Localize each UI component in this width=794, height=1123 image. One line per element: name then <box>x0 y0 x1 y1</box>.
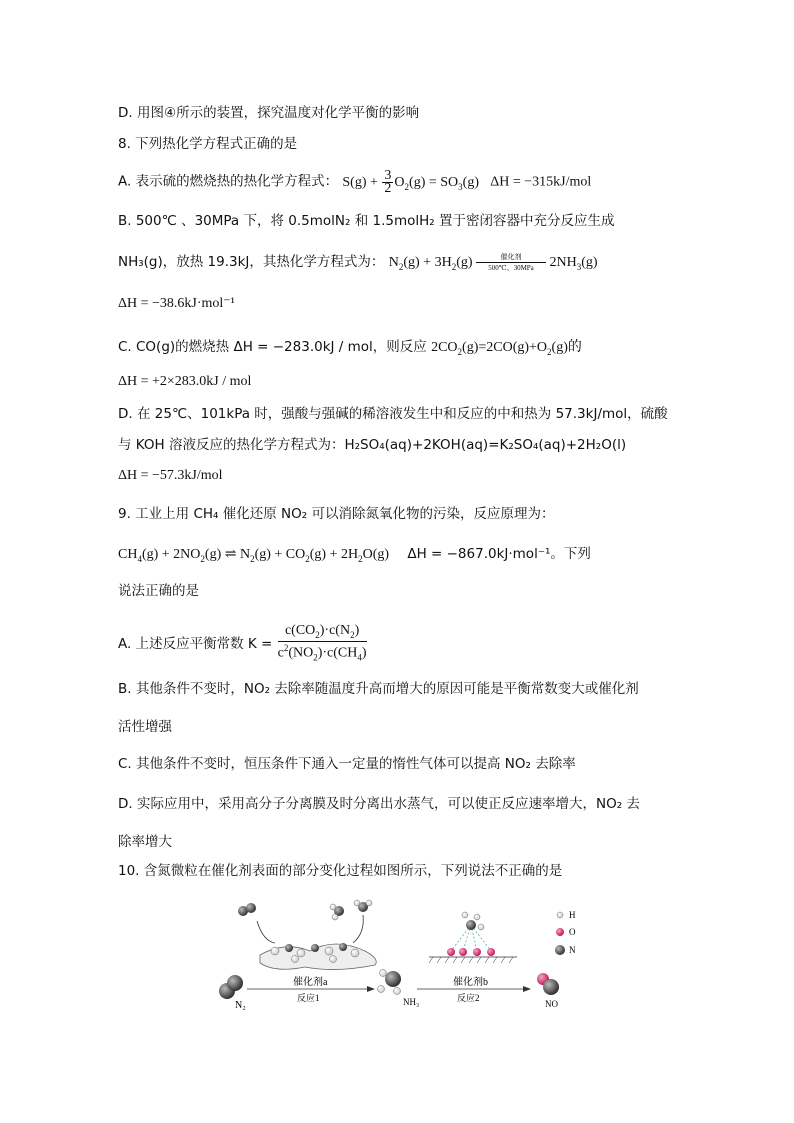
q9-option-d-line1: D. 实际应用中，采用高分子分离膜及时分离出水蒸气，可以使正反应速率增大，NO₂ 去 <box>118 796 640 812</box>
catalyst-a-label: 催化剂a <box>293 977 328 988</box>
q8-b-prefix: NH₃(g)，放热 19.3kJ，其热化学方程式为： <box>118 254 385 271</box>
legend-o-label: O <box>569 927 576 937</box>
q9-dh: ΔH = −867.0kJ·mol⁻¹。下列 <box>407 546 591 562</box>
q9-option-a <box>118 625 368 663</box>
q8-stem: 8. 下列热化学方程式正确的是 <box>118 136 298 152</box>
q9-option-d-line2: 除率增大 <box>118 834 172 850</box>
q8-option-d-line3: ΔH = −57.3kJ/mol <box>118 468 223 483</box>
q8-option-d-line1: D. 在 25℃、101kPa 时，强酸与强碱的稀溶液发生中和反应的中和热为 57.3kJ/mol，硫酸 <box>118 406 668 422</box>
q9-reaction: $CH_4(g) + 2NO_2(g)$ ⇌ $N_2(g) + CO_2(g) + 2H_2O(g)$ <box>118 547 404 564</box>
q8-a-prefix: A. 表示硫的燃烧热的热化学方程式： <box>118 173 339 190</box>
no-molecule <box>537 973 559 1009</box>
q8-a-equation: S(g) + $\frac{3}{2}$ $O_2(g) = SO_3(g)$ <box>342 168 486 196</box>
q9-a-prefix: A. 上述反应平衡常数 K = <box>118 636 273 653</box>
q8-option-c-line1 <box>118 338 582 361</box>
reaction1-arrow <box>247 975 375 1003</box>
q8-b-equation: $N_2(g) + 3H_2(g)$ 催化剂 500℃、30MPa $2NH_3(g)$ <box>388 253 598 273</box>
n2-label: N₂ <box>235 1000 246 1011</box>
q9-option-b-line2: 活性增强 <box>118 719 172 735</box>
q8-option-c-line2: ΔH = +2×283.0kJ / mol <box>118 374 252 389</box>
q8-c-prefix: C. CO(g)的燃烧热 ΔH = −283.0kJ / mol，则反应 <box>118 339 432 355</box>
q9-stem-tail: 说法正确的是 <box>118 583 199 599</box>
q10-figure <box>205 893 605 1013</box>
q8-option-d-line2: 与 KOH 溶液反应的热化学方程式为：H₂SO₄(aq)+2KOH(aq)=K₂SO₄(aq)+2H₂O(l) <box>118 437 627 453</box>
n2-molecule <box>219 975 246 1011</box>
reaction2-label: 反应2 <box>457 993 480 1003</box>
q9-stem: 9. 工业上用 CH₄ 催化还原 NO₂ 可以消除氮氧化物的污染，反应原理为： <box>118 506 555 522</box>
nh3-molecule <box>378 970 420 1008</box>
q9-a-fraction: $\frac{c(CO_2)\cdot c(N_2)}{c^2(NO_2)\cdot c(CH_4)}$ <box>277 623 367 663</box>
no-label: NO <box>545 999 558 1009</box>
atom-legend <box>555 910 576 955</box>
q8-option-b-line1: B. 500℃ 、30MPa 下，将 0.5molN₂ 和 1.5molH₂ 置于密闭容器中充分反应生成 <box>118 213 615 229</box>
q8-option-b-line3: ΔH = −38.6kJ·mol⁻¹ <box>118 296 235 311</box>
reaction1-label: 反应1 <box>297 993 320 1003</box>
q8-option-b-line2 <box>118 253 598 276</box>
reaction2-arrow <box>417 975 531 1003</box>
catalyst-b-surface <box>429 912 517 963</box>
q8-option-a <box>118 170 591 196</box>
q8-c-equation: $2CO_2(g)=2CO(g)+O_2(g)$的 <box>431 340 582 357</box>
q9-equation <box>118 545 591 568</box>
q9-option-c: C. 其他条件不变时，恒压条件下通入一定量的惰性气体可以提高 NO₂ 去除率 <box>118 756 576 772</box>
catalyst-b-label: 催化剂b <box>453 977 488 988</box>
q9-option-b-line1: B. 其他条件不变时，NO₂ 去除率随温度升高而增大的原因可能是平衡常数变大或催化剂 <box>118 681 639 697</box>
legend-n-label: N <box>569 945 576 955</box>
legend-h-label: H <box>569 910 576 920</box>
q7-option-d: D. 用图④所示的装置，探究温度对化学平衡的影响 <box>118 105 420 121</box>
catalyst-a-surface <box>257 915 376 970</box>
nh3-label: NH₃ <box>403 997 420 1007</box>
equilibrium-arrow: 催化剂 500℃、30MPa <box>476 253 546 273</box>
n2-incoming-molecule <box>238 903 256 916</box>
nh3-outgoing-molecules <box>330 900 372 920</box>
q10-stem: 10. 含氮微粒在催化剂表面的部分变化过程如图所示，下列说法不正确的是 <box>118 863 563 879</box>
q8-a-dh: ΔH = −315kJ/mol <box>490 174 592 190</box>
